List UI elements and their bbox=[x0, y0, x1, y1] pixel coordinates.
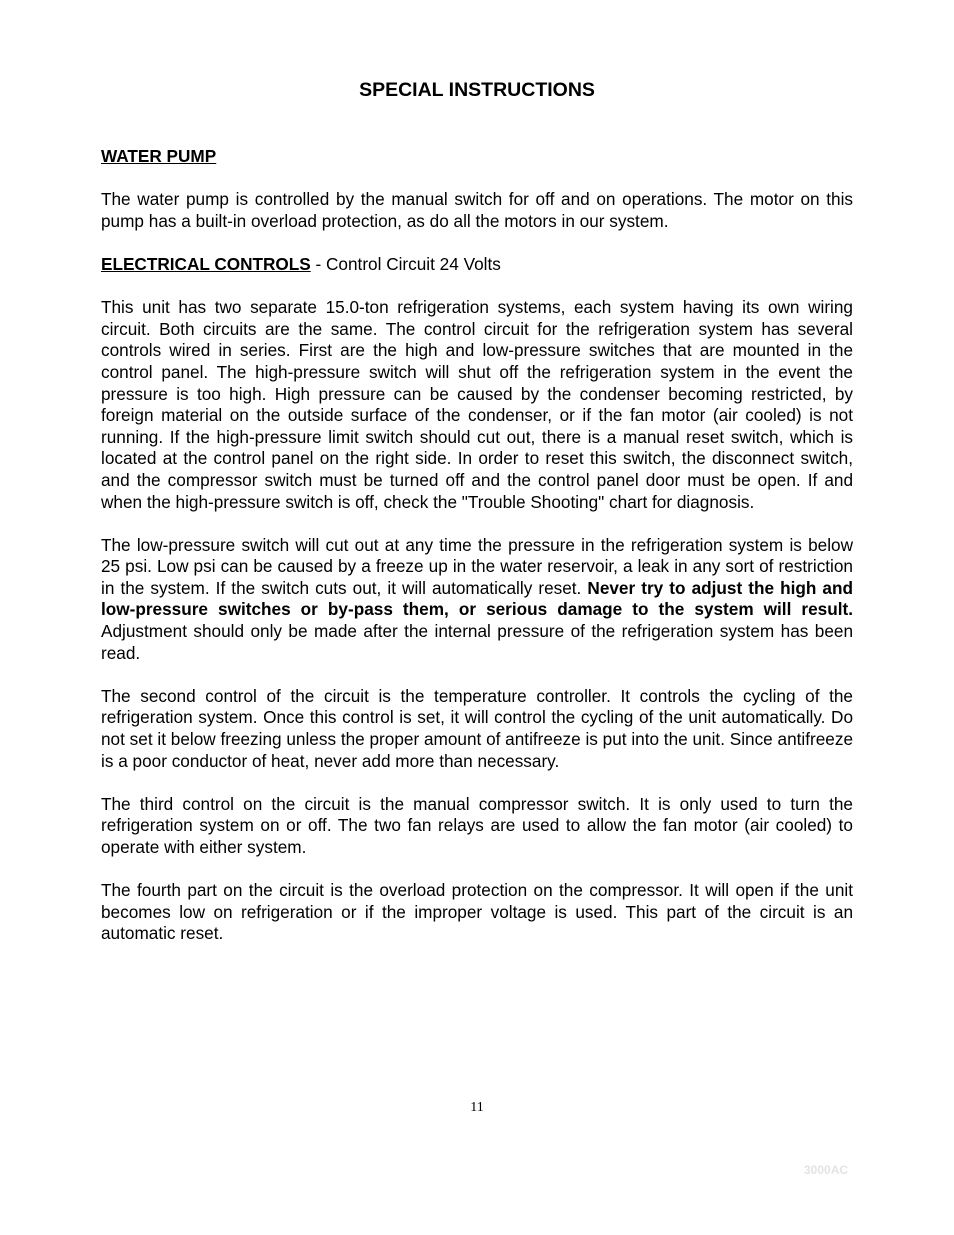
page-title: SPECIAL INSTRUCTIONS bbox=[359, 79, 595, 101]
electrical-paragraph-3: The second control of the circuit is the temperature controller. It controls the cycling of the refrigeration system. Once this control is set, it will control the cycling of the unit automatically. Do not set it below freezing unless the proper amount of antifreeze is put into the unit. Since antifreeze is a poor conductor of heat, never add more than necessary. bbox=[101, 685, 853, 771]
page-number: 11 bbox=[470, 1100, 484, 1115]
electrical-paragraph-2 bbox=[101, 535, 853, 665]
electrical-paragraph-5: The fourth part on the circuit is the overload protection on the compressor. It will open if the unit becomes low on refrigeration or if the improper voltage is used. This part of the circuit is an automatic reset. bbox=[101, 880, 853, 944]
electrical-subtitle: - Control Circuit 24 Volts bbox=[310, 253, 501, 274]
document-body bbox=[101, 146, 853, 967]
adjustment-text: Adjustment should only be made after the internal pressure of the refrigeration system has been read. bbox=[101, 621, 853, 663]
warning-text: Never try to adjust the high and low-pressure switches or by-pass them, or serious damage to the system will result. bbox=[101, 577, 853, 620]
electrical-heading-line bbox=[101, 254, 853, 276]
water-pump-heading: WATER PUMP bbox=[101, 146, 217, 166]
electrical-paragraph-1: This unit has two separate 15.0-ton refrigeration systems, each system having its own wiring circuit. Both circuits are the same. The control circuit for the refrigeration system has several controls wired in series. First are the high and low-pressure switches that are mounted in the control panel. The high-pressure switch will shut off the refrigeration system in the event the pressure is too high. High pressure can be caused by the condenser becoming restricted, by foreign material on the outside surface of the condenser, or if the fan motor (air cooled) is not running. If the high-pressure limit switch should cut out, there is a manual reset switch, which is located at the control panel on the right side. In order to reset this switch, the disconnect switch, and the compressor switch must be turned off and the control panel door must be open. If and when the high-pressure switch is off, check the "Trouble Shooting" chart for diagnosis. bbox=[101, 297, 853, 512]
low-pressure-text: The low-pressure switch will cut out at any time the pressure in the refrigeration system is below 25 psi. Low psi can be caused by a freeze up in the water reservoir, a leak in any sort of restriction in the system. If the switch cuts out, it will automatically reset. bbox=[101, 534, 853, 598]
electrical-controls-heading: ELECTRICAL CONTROLS bbox=[101, 253, 311, 274]
footer-model-code: 3000AC bbox=[804, 1163, 849, 1177]
electrical-paragraph-4: The third control on the circuit is the manual compressor switch. It is only used to turn the refrigeration system on or off. The two fan relays are used to allow the fan motor (air cooled) to operate with either system. bbox=[101, 793, 853, 857]
water-pump-paragraph: The water pump is controlled by the manual switch for off and on operations. The motor on this pump has a built-in overload protection, as do all the motors in our system. bbox=[101, 189, 853, 231]
